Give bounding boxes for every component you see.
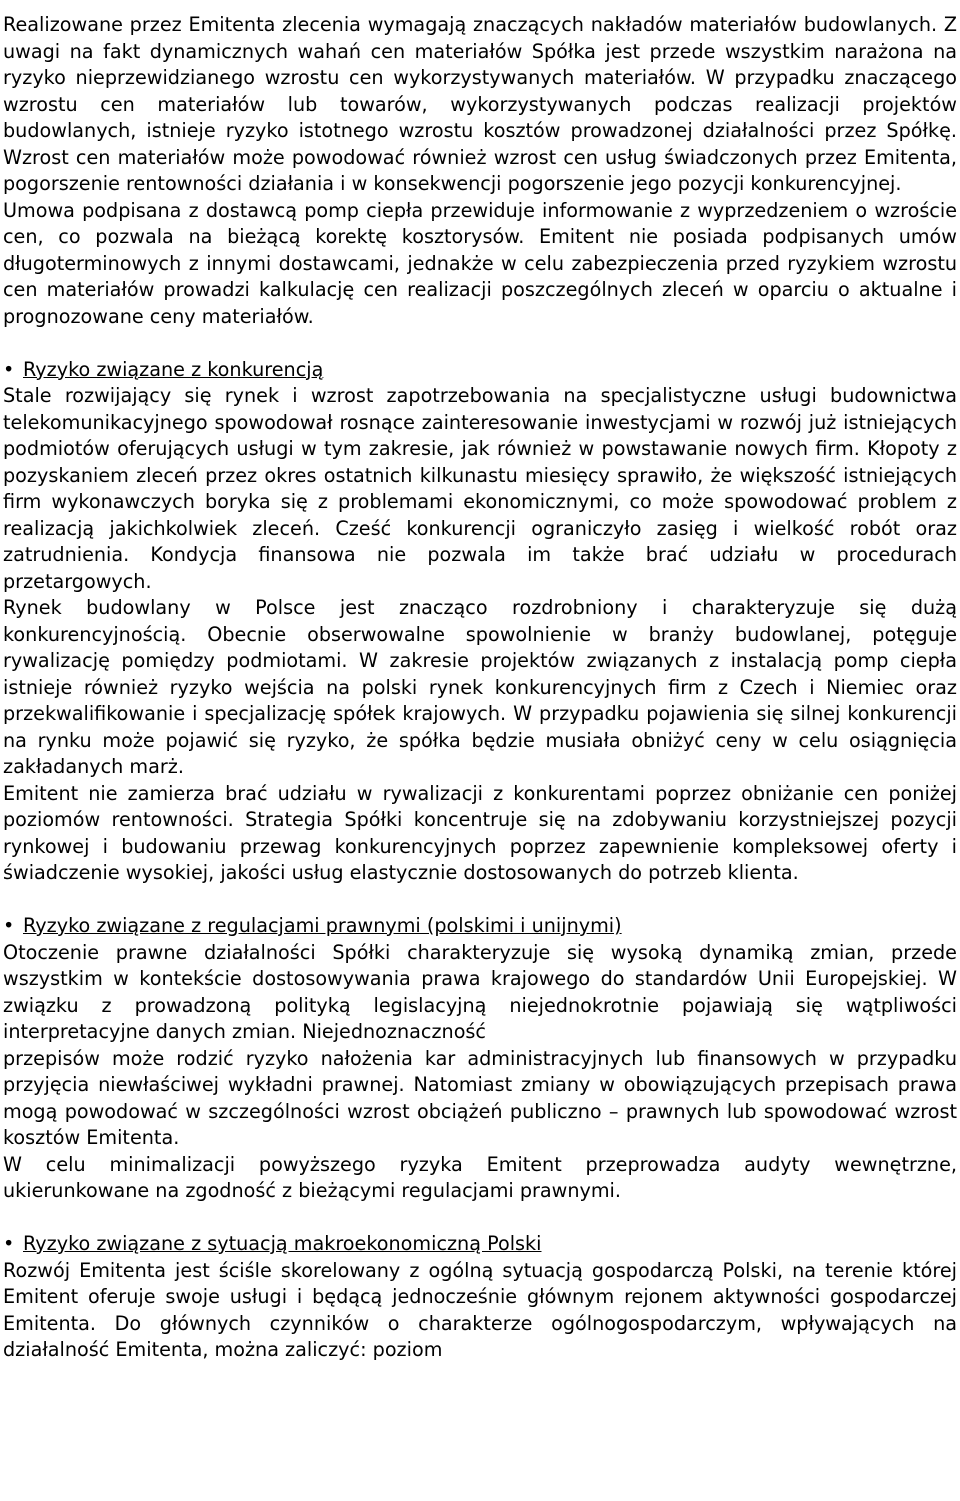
intro-section	[3, 12, 957, 330]
section-macroeconomic-risk	[3, 1231, 957, 1364]
section-competition-risk	[3, 357, 957, 887]
bullet-icon: •	[3, 914, 15, 937]
section-heading-text: Ryzyko związane z regulacjami prawnymi (polskimi i unijnymi)	[23, 914, 622, 937]
paragraph: Stale rozwijający się rynek i wzrost zapotrzebowania na specjalistyczne usługi budownictwa telekomunikacyjnego spowodował rosnące zainteresowanie inwestycjami w rozwój już istniejących podmiotów oferujących usługi w tym zakresie, jak również w powstawanie nowych firm. Kłopoty z pozyskaniem zleceń przez okres ostatnich kilkunastu miesięcy sprawiło, że większość istniejących firm wykonawczych boryka się z problemami ekonomicznymi, co może spowodować problem z realizacją jakichkolwiek zleceń. Cześć konkurencji ograniczyło zasięg i wielkość robót oraz zatrudnienia. Kondycja finansowa nie pozwala im także brać udziału w procedurach przetargowych.	[3, 384, 957, 593]
section-legal-risk	[3, 913, 957, 1205]
spacer	[3, 330, 957, 357]
section-heading-text: Ryzyko związane z sytuacją makroekonomiczną Polski	[23, 1232, 542, 1255]
section-heading	[3, 357, 957, 384]
section-heading-text: Ryzyko związane z konkurencją	[23, 357, 324, 381]
paragraph: Umowa podpisana z dostawcą pomp ciepła przewiduje informowanie z wyprzedzeniem o wzroście cen, co pozwala na bieżącą korektę kosztorysów. Emitent nie posiada podpisanych umów długoterminowych z innymi dostawcami, jednakże w celu zabezpieczenia przed ryzykiem wzrostu cen materiałów prowadzi kalkulację cen realizacji poszczególnych zleceń w oparciu o aktualne i prognozowane ceny materiałów.	[3, 198, 957, 328]
section-heading	[3, 913, 957, 940]
paragraph: Realizowane przez Emitenta zlecenia wymagają znaczących nakładów materiałów budowlanych. Z uwagi na fakt dynamicznych wahań cen materiałów Spółka jest przede wszystkim narażona na ryzyko nieprzewidzianego wzrostu cen wykorzystywanych materiałów. W przypadku znaczącego wzrostu cen materiałów lub towarów, wykorzystywanych podczas realizacji projektów budowlanych, istnieje ryzyko istotnego wzrostu kosztów prowadzonej działalności przez Spółkę. Wzrost cen materiałów może powodować również wzrost cen usług świadczonych przez Emitenta, pogorszenie rentowności działania i w konsekwencji pogorszenie jego pozycji konkurencyjnej.	[3, 13, 957, 195]
section-heading	[3, 1231, 957, 1258]
paragraph: W celu minimalizacji powyższego ryzyka Emitent przeprowadza audyty wewnętrzne, ukierunkowane na zgodność z bieżącymi regulacjami prawnymi.	[3, 1152, 957, 1202]
bullet-icon: •	[3, 357, 15, 381]
paragraph: Emitent nie zamierza brać udziału w rywalizacji z konkurentami poprzez obniżanie cen poniżej poziomów rentowności. Strategia Spółki koncentruje się na zdobywaniu korzystniejszej pozycji rynkowej i budowaniu przewag konkurencyjnych poprzez zapewnienie kompleksowej oferty i świadczenie wysokiej, jakości usług elastycznie dostosowanych do potrzeb klienta.	[3, 781, 957, 884]
paragraph: Rynek budowlany w Polsce jest znacząco rozdrobniony i charakteryzuje się dużą konkurencyjnością. Obecnie obserwowalne spowolnienie w branży budowlanej, potęguje rywalizację pomiędzy podmiotami. W zakresie projektów związanych z instalacją pomp ciepła istnieje również ryzyko wejścia na polski rynek konkurencyjnych firm z Czech i Niemiec oraz przekwalifikowanie i specjalizację spółek krajowych. W przypadku pojawienia się silnej konkurencji na rynku może pojawić się ryzyko, że spółka będzie musiała obniżyć ceny w celu osiągnięcia zakładanych marż.	[3, 596, 957, 778]
paragraph: przepisów może rodzić ryzyko nałożenia kar administracyjnych lub finansowych w przypadku przyjęcia niewłaściwej wykładni prawnej. Natomiast zmiany w obowiązujących przepisach prawa mogą powodować w szczególności wzrost obciążeń publiczno – prawnych lub spowodować wzrost kosztów Emitenta.	[3, 1046, 957, 1149]
paragraph: Rozwój Emitenta jest ściśle skorelowany z ogólną sytuacją gospodarczą Polski, na terenie której Emitent oferuje swoje usługi i będącą jednocześnie głównym rejonem aktywności gospodarczej Emitenta. Do głównych czynników o charakterze ogólnogospodarczym, wpływających na działalność Emitenta, można zaliczyć: poziom	[3, 1258, 957, 1361]
bullet-icon: •	[3, 1232, 15, 1255]
paragraph: Otoczenie prawne działalności Spółki charakteryzuje się wysoką dynamiką zmian, przede wszystkim w kontekście dostosowywania prawa krajowego do standardów Unii Europejskiej. W związku z prowadzoną polityką legislacyjną niejednokrotnie pojawiają się wątpliwości interpretacyjne danych zmian. Niejednoznaczność	[3, 940, 957, 1043]
spacer	[3, 887, 957, 914]
spacer	[3, 1205, 957, 1232]
